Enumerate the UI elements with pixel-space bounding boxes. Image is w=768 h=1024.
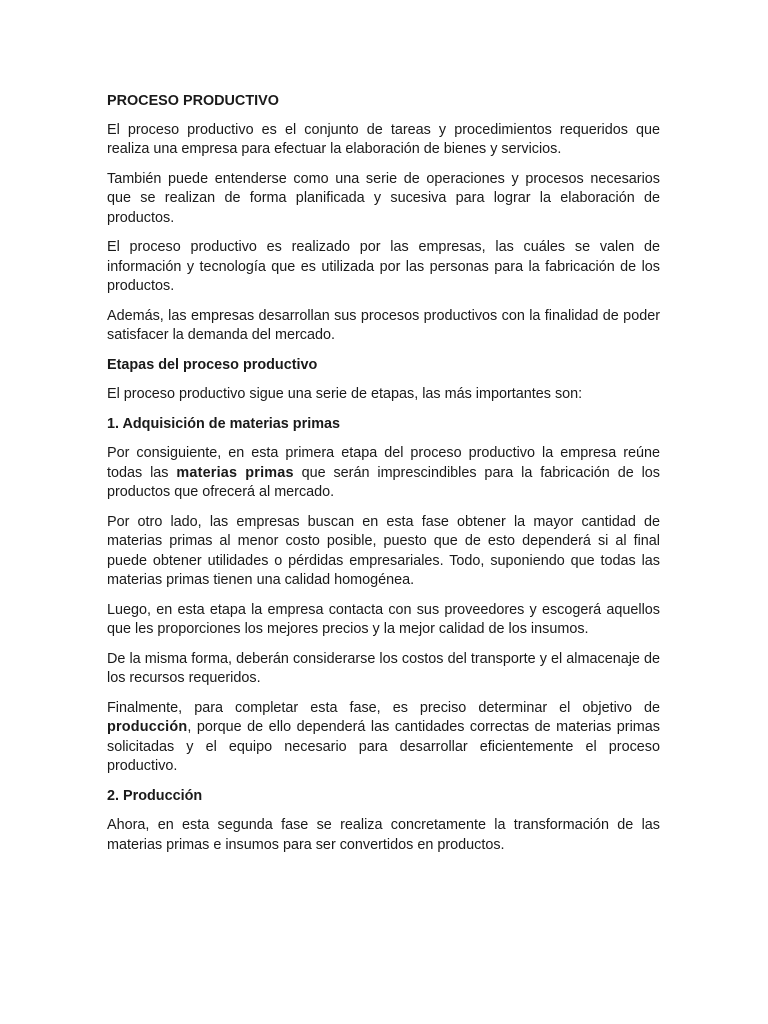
section-1-paragraph-5-text-a: Finalmente, para completar esta fase, es preciso determinar el objetivo de (107, 699, 660, 716)
produccion-emphasis: producción (107, 719, 188, 735)
section-1-paragraph-4: De la misma forma, deberán considerarse los costos del transporte y el almacenaje de los recursos requeridos. (107, 650, 660, 686)
section-1-paragraph-1-text-a: Por consiguiente, en esta primera etapa del proceso productivo la empresa reúne todas las (107, 445, 660, 481)
intro-paragraph-1: El proceso productivo es el conjunto de tareas y procedimientos requeridos que realiza una empresa para efectuar la elaboración de bienes y servicios. (107, 121, 660, 157)
etapas-intro-paragraph: El proceso productivo sigue una serie de etapas, las más importantes son: (107, 386, 583, 402)
document-title: PROCESO PRODUCTIVO (107, 93, 279, 109)
section-1-paragraph-5 (107, 699, 660, 777)
materias-primas-emphasis: materias primas (176, 464, 294, 481)
section-1-paragraph-1-text-b: que serán imprescindibles para la fabricación de los productos que ofrecerá al mercado. (107, 464, 661, 500)
document-page (107, 92, 660, 865)
section-1-paragraph-1 (107, 444, 660, 503)
section-1-paragraph-2: Por otro lado, las empresas buscan en esta fase obtener la mayor cantidad de materias primas al menor costo posible, puesto que de esto dependerá si al final puede obtener utilidades o pérdidas empresariales. Todo, suponiendo que todas las materias primas tienen una calidad homogénea. (107, 513, 660, 588)
section-1-paragraph-3: Luego, en esta etapa la empresa contacta con sus proveedores y escogerá aquellos que les proporciones los mejores precios y la mejor calidad de los insumos. (107, 601, 660, 637)
section-1-paragraph-5-text-b: , porque de ello dependerá las cantidades correctas de materias primas solicitadas y el equipo necesario para desarrollar eficientemente el proceso productivo. (107, 719, 660, 774)
section-2-heading: 2. Producción (107, 787, 203, 804)
intro-paragraph-4: Además, las empresas desarrollan sus procesos productivos con la finalidad de poder satisfacer la demanda del mercado. (107, 307, 660, 343)
etapas-heading: Etapas del proceso productivo (107, 356, 318, 373)
intro-paragraph-3: El proceso productivo es realizado por las empresas, las cuáles se valen de información y tecnología que es utilizada por las personas para la fabricación de los productos. (107, 239, 660, 294)
section-1-heading: 1. Adquisición de materias primas (107, 415, 340, 432)
intro-paragraph-2: También puede entenderse como una serie de operaciones y procesos necesarios que se realizan de forma planificada y sucesiva para lograr la elaboración de productos. (107, 170, 660, 226)
section-2-paragraph-1: Ahora, en esta segunda fase se realiza concretamente la transformación de las materias primas e insumos para ser convertidos en productos. (107, 817, 660, 853)
